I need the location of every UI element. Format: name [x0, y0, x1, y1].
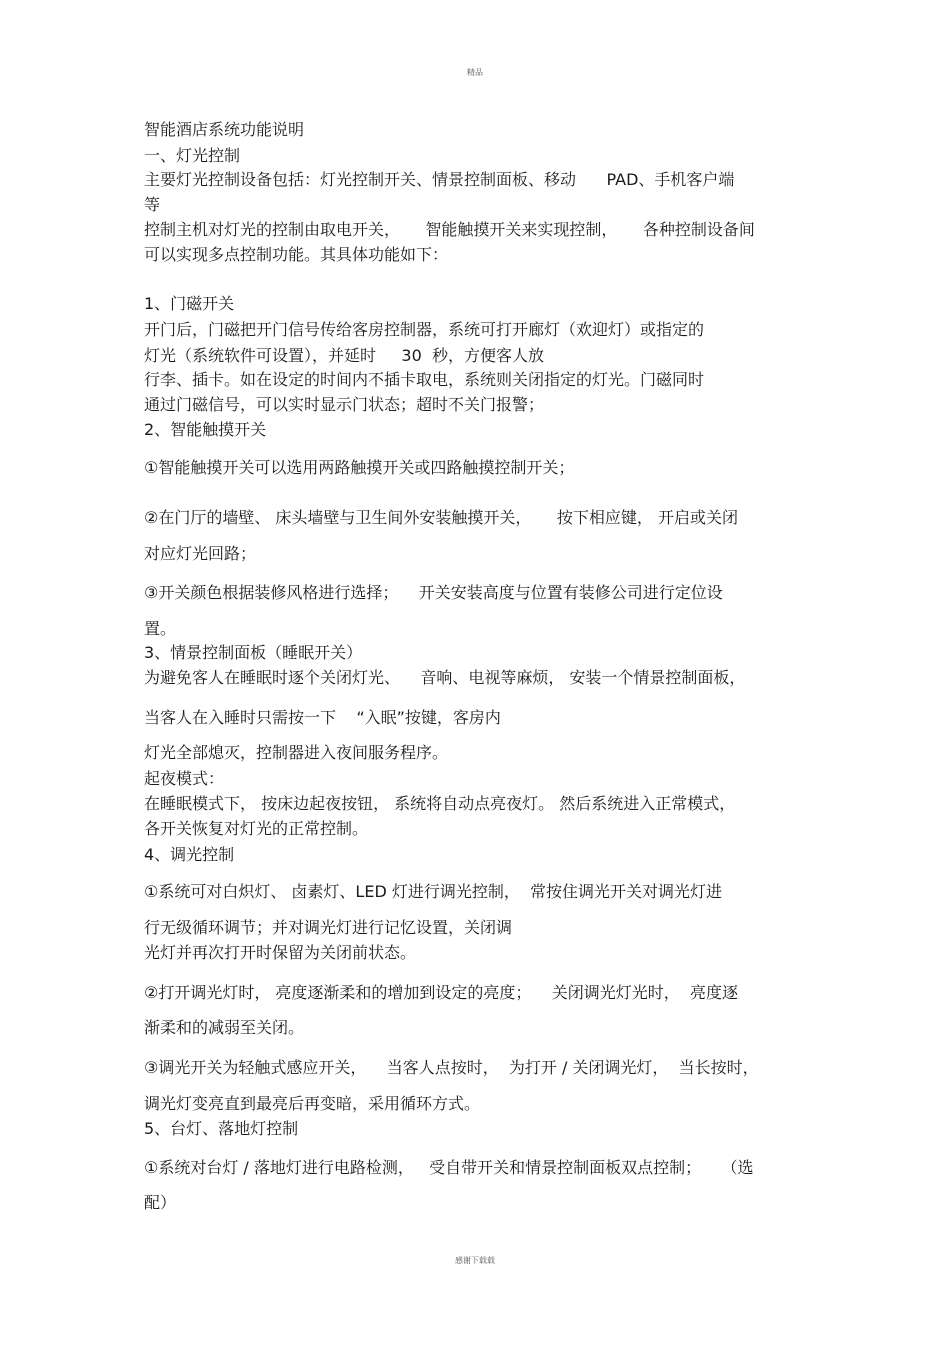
- text-line: ①系统对台灯 / 落地灯进行电路检测， 受自带开关和情景控制面板双点控制； （选: [144, 1158, 754, 1177]
- text-line: ②在门厅的墙壁、 床头墙壁与卫生间外安装触摸开关， 按下相应键， 开启或关闭: [144, 508, 738, 527]
- text-line: 行李、插卡。如在设定的时间内不插卡取电，系统则关闭指定的灯光。门磁同时: [144, 370, 705, 389]
- text-line: 3、情景控制面板（睡眠开关）: [144, 643, 363, 662]
- text-line: 光灯并再次打开时保留为关闭前状态。: [144, 943, 417, 962]
- text-line: 渐柔和的减弱至关闭。: [144, 1018, 305, 1037]
- text-line: 为避免客人在睡眠时逐个关闭灯光、 音响、电视等麻烦， 安装一个情景控制面板，: [144, 668, 746, 687]
- text-line: 各开关恢复对灯光的正常控制。: [144, 819, 369, 838]
- page-header: 精品: [467, 68, 483, 77]
- text-line: ②打开调光灯时， 亮度逐渐柔和的增加到设定的亮度； 关闭调光灯光时， 亮度逐: [144, 983, 738, 1002]
- text-line: 5、台灯、落地灯控制: [144, 1119, 299, 1138]
- text-line: 1、门磁开关: [144, 294, 235, 313]
- page-footer: 感谢下载载: [455, 1256, 495, 1265]
- text-line: 在睡眠模式下， 按床边起夜按钮， 系统将自动点亮夜灯。 然后系统进入正常模式，: [144, 794, 736, 813]
- text-line: 智能酒店系统功能说明: [144, 120, 305, 139]
- text-line: 控制主机对灯光的控制由取电开关， 智能触摸开关来实现控制， 各种控制设备间: [144, 220, 755, 239]
- text-line: ③调光开关为轻触式感应开关， 当客人点按时， 为打开 / 关闭调光灯， 当长按时，: [144, 1058, 759, 1077]
- text-line: 灯光（系统软件可设置），并延时 30 秒，方便客人放: [144, 346, 544, 365]
- text-line: ③开关颜色根据装修风格进行选择； 开关安装高度与位置有装修公司进行定位设: [144, 583, 723, 602]
- text-line: ①系统可对白炽灯、 卤素灯、LED 灯进行调光控制， 常按住调光开关对调光灯进: [144, 882, 723, 901]
- text-line: 调光灯变亮直到最亮后再变暗，采用循环方式。: [144, 1094, 481, 1113]
- text-line: 4、调光控制: [144, 845, 235, 864]
- text-line: 灯光全部熄灭，控制器进入夜间服务程序。: [144, 743, 449, 762]
- text-line: 等: [144, 195, 161, 214]
- text-line: 当客人在入睡时只需按一下 “入眠”按键，客房内: [144, 708, 501, 727]
- text-line: 2、智能触摸开关: [144, 420, 267, 439]
- text-line: 配）: [144, 1193, 177, 1212]
- text-line: 开门后，门磁把开门信号传给客房控制器，系统可打开廊灯（欢迎灯）或指定的: [144, 320, 705, 339]
- text-line: 置。: [144, 619, 177, 638]
- text-line: 可以实现多点控制功能。其具体功能如下：: [144, 245, 449, 264]
- text-line: 通过门磁信号，可以实时显示门状态；超时不关门报警；: [144, 395, 545, 414]
- text-line: 对应灯光回路；: [144, 544, 257, 563]
- text-line: 一、灯光控制: [144, 146, 241, 165]
- text-line: 主要灯光控制设备包括：灯光控制开关、情景控制面板、移动 PAD、手机客户端: [144, 170, 735, 189]
- text-line: 起夜模式：: [144, 769, 225, 788]
- text-line: 行无级循环调节；并对调光灯进行记忆设置，关闭调: [144, 918, 513, 937]
- text-line: ①智能触摸开关可以选用两路触摸开关或四路触摸控制开关；: [144, 458, 575, 477]
